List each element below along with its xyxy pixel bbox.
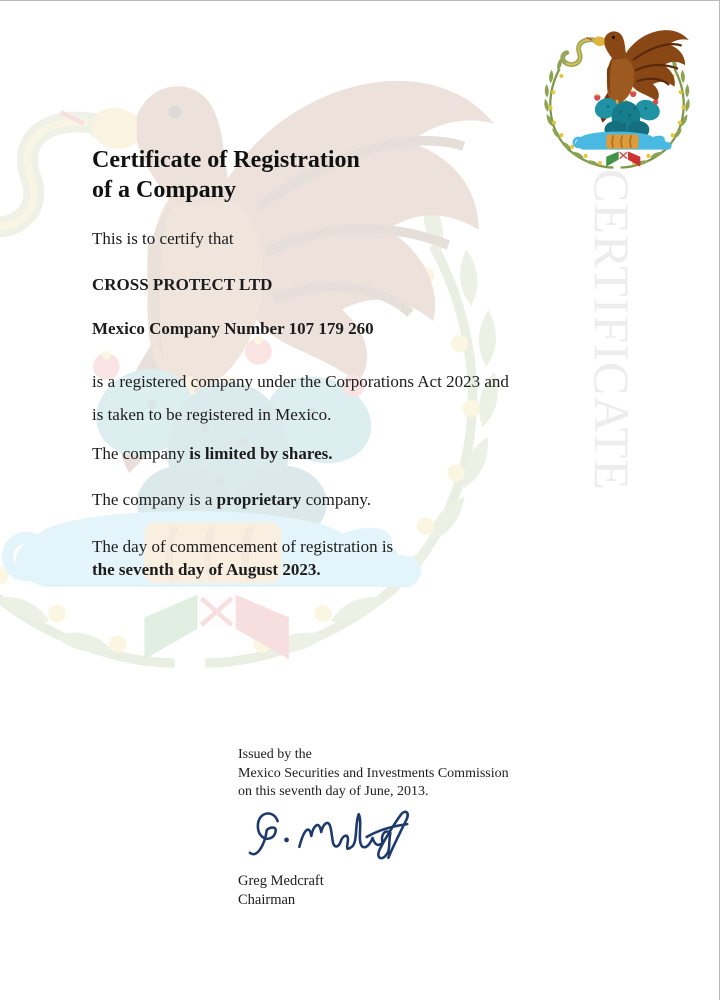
limited-bold: is limited by shares. (189, 444, 333, 463)
certificate-title (92, 145, 360, 205)
commencement-line-1: The day of commencement of registration is (92, 537, 394, 556)
intro-line: This is to certify that (92, 229, 234, 248)
signer-name: Greg Medcraft (238, 873, 324, 889)
issued-line-3: on this seventh day of June, 2013. (238, 784, 429, 799)
signature-image (246, 802, 424, 866)
signer-block (238, 872, 324, 909)
issued-by-block (238, 746, 509, 802)
title-line-2: of a Company (92, 177, 237, 203)
commencement-statement (92, 535, 393, 581)
company-number-line: Mexico Company Number 107 179 260 (92, 319, 374, 338)
registration-line-2: is taken to be registered in Mexico. (92, 405, 332, 424)
limited-prefix: The company (92, 444, 190, 463)
handwritten-signature-icon (246, 802, 424, 866)
proprietary-prefix: The company is a (92, 490, 217, 509)
mexico-coat-of-arms-icon (527, 15, 707, 181)
certificate-text-watermark: CERTIFICATE (584, 169, 640, 491)
limited-by-shares-line (92, 444, 333, 464)
commencement-line-2: the seventh day of August 2023. (92, 560, 321, 579)
signer-title: Chairman (238, 891, 296, 908)
issued-line-2: Mexico Securities and Investments Commission (238, 765, 509, 781)
registration-statement (92, 365, 509, 431)
registration-line-1: is a registered company under the Corporations Act 2023 and (92, 372, 509, 391)
proprietary-line (92, 490, 371, 510)
issued-line-1: Issued by the (238, 747, 312, 762)
title-line-1: Certificate of Registration (92, 147, 360, 173)
proprietary-bold: proprietary (216, 490, 302, 509)
company-name: CROSS PROTECT LTD (92, 275, 273, 294)
proprietary-suffix: company. (301, 490, 372, 509)
